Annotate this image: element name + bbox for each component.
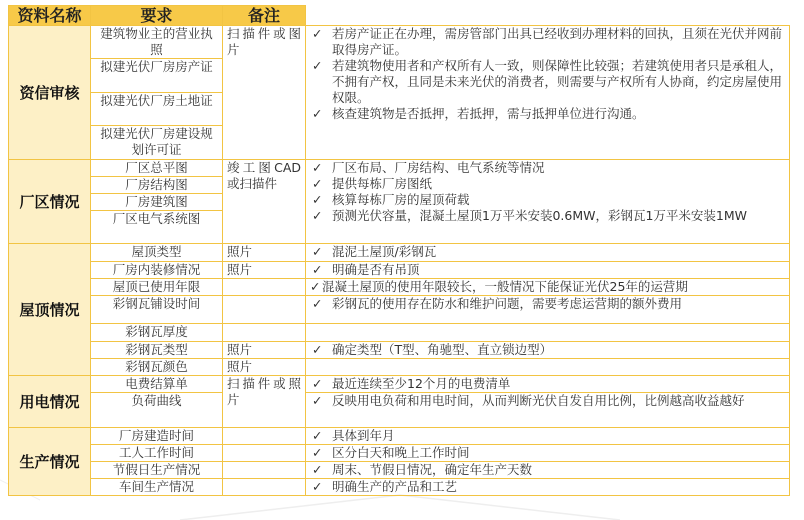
item-name: 屋顶已使用年限	[91, 279, 223, 296]
notes-cell: ✓ 明确生产的产品和工艺	[306, 479, 790, 496]
requirement-cell: 照片	[223, 342, 306, 359]
check-icon: ✓	[312, 58, 323, 73]
notes-cell	[306, 324, 790, 342]
item-name: 车间生产情况	[91, 479, 223, 496]
check-icon: ✓	[312, 262, 323, 277]
materials-table	[8, 5, 790, 496]
item-name: 屋顶类型	[91, 244, 223, 262]
check-icon: ✓	[312, 428, 323, 443]
check-icon: ✓	[312, 393, 323, 408]
requirement-cell: 扫描件或图片	[223, 26, 306, 160]
item-name: 彩钢瓦铺设时间	[91, 296, 223, 324]
item-name: 彩钢瓦颜色	[91, 359, 223, 376]
check-icon: ✓	[312, 244, 323, 259]
item-name: 彩钢瓦类型	[91, 342, 223, 359]
header-name: 资料名称	[9, 6, 91, 26]
requirement-cell: 照片	[223, 262, 306, 279]
notes-cell	[306, 26, 790, 160]
notes-cell: ✓ 混凝土屋顶的使用年限较长，一般情况下能保证光伏25年的运营期	[306, 279, 790, 296]
check-icon: ✓	[312, 26, 323, 41]
item-name: 厂房结构图	[91, 177, 223, 194]
item-name: 拟建光伏厂房房产证	[91, 59, 223, 93]
check-icon: ✓	[312, 106, 323, 121]
item-name: 电费结算单	[91, 376, 223, 393]
check-icon: ✓	[310, 279, 321, 294]
notes-cell: ✓ 区分白天和晚上工作时间	[306, 445, 790, 462]
note-item: ✓ 提供每栋厂房图纸	[312, 176, 433, 191]
check-icon: ✓	[312, 462, 323, 477]
check-icon: ✓	[312, 479, 323, 494]
category-cell: 资信审核	[9, 26, 91, 160]
requirement-cell	[223, 479, 306, 496]
requirement-cell	[223, 428, 306, 445]
item-name: 节假日生产情况	[91, 462, 223, 479]
notes-cell: ✓ 具体到年月	[306, 428, 790, 445]
item-name: 拟建光伏厂房土地证	[91, 93, 223, 126]
category-cell: 用电情况	[9, 376, 91, 428]
check-icon: ✓	[312, 192, 323, 207]
category-cell: 生产情况	[9, 428, 91, 496]
note-item: ✓ 若房产证正在办理，需房管部门出具已经收到办理材料的回执，且须在光伏并网前取得房产证。	[312, 26, 783, 57]
note-item: ✓ 厂区布局、厂房结构、电气系统等情况	[312, 160, 545, 175]
notes-cell: ✓ 明确是否有吊顶	[306, 262, 790, 279]
requirement-cell: 扫描件或照片	[223, 376, 306, 428]
check-icon: ✓	[312, 445, 323, 460]
item-name: 建筑物业主的营业执照	[91, 26, 223, 59]
requirement-cell	[223, 445, 306, 462]
item-name: 负荷曲线	[91, 393, 223, 428]
notes-cell: ✓ 彩钢瓦的使用存在防水和维护问题，需要考虑运营期的额外费用	[306, 296, 790, 324]
item-name: 厂区电气系统图	[91, 211, 223, 244]
item-name: 厂房内装修情况	[91, 262, 223, 279]
check-icon: ✓	[312, 296, 323, 311]
item-name: 彩钢瓦厚度	[91, 324, 223, 342]
notes-cell: ✓ 周末、节假日情况，确定年生产天数	[306, 462, 790, 479]
check-icon: ✓	[312, 176, 323, 191]
category-cell: 厂区情况	[9, 160, 91, 244]
note-item: ✓ 若建筑物使用者和产权所有人一致，则保障性比较强；若建筑使用者只是承租人，不拥有产权，且同是未来光伏的消费者，则需要与产权所有人协商，约定房屋使用权限。	[312, 58, 783, 105]
item-name: 拟建光伏厂房建设规划许可证	[91, 126, 223, 160]
requirement-cell: 照片	[223, 244, 306, 262]
notes-cell	[306, 160, 790, 244]
item-name: 厂房建造时间	[91, 428, 223, 445]
check-icon: ✓	[312, 342, 323, 357]
requirement-cell	[223, 324, 306, 342]
requirement-cell	[223, 462, 306, 479]
notes-cell: ✓ 混泥土屋顶/彩钢瓦	[306, 244, 790, 262]
header-requirement: 要求	[91, 6, 223, 26]
item-name: 工人工作时间	[91, 445, 223, 462]
requirement-cell: 照片	[223, 359, 306, 376]
requirement-cell	[223, 296, 306, 324]
requirement-cell: 竣工图CAD或扫描件	[223, 160, 306, 244]
check-icon: ✓	[312, 160, 323, 175]
item-name: 厂房建筑图	[91, 194, 223, 211]
check-icon: ✓	[312, 208, 323, 223]
category-cell: 屋顶情况	[9, 244, 91, 376]
requirement-cell	[223, 279, 306, 296]
note-item: ✓ 核查建筑物是否抵押，若抵押，需与抵押单位进行沟通。	[312, 106, 645, 121]
header-row	[9, 6, 790, 26]
notes-cell: ✓ 确定类型（T型、角驰型、直立锁边型）	[306, 342, 790, 359]
check-icon: ✓	[312, 376, 323, 391]
notes-cell: ✓ 反映用电负荷和用电时间，从而判断光伏自发自用比例，比例越高收益越好	[306, 393, 790, 428]
header-notes: 备注	[223, 6, 306, 26]
note-item: ✓ 核算每栋厂房的屋顶荷载	[312, 192, 470, 207]
notes-cell: ✓ 最近连续至少12个月的电费清单	[306, 376, 790, 393]
note-item: ✓ 预测光伏容量，混凝土屋顶1万平米安装0.6MW，彩钢瓦1万平米安装1MW	[312, 208, 748, 223]
notes-cell	[306, 359, 790, 376]
item-name: 厂区总平图	[91, 160, 223, 177]
